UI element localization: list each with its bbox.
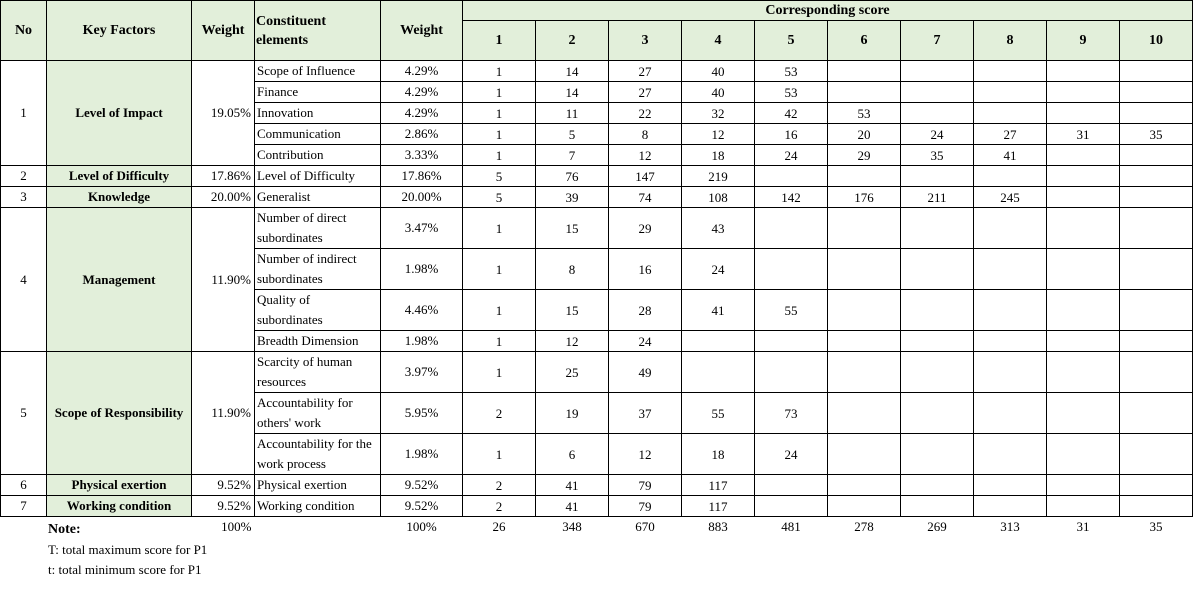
score-cell — [828, 290, 901, 331]
element-name: Finance — [255, 82, 381, 103]
factor-weight: 9.52% — [192, 496, 255, 517]
score-cell — [974, 61, 1047, 82]
total-score: 26 — [492, 519, 506, 534]
score-cell: 29 — [609, 208, 682, 249]
score-cell — [974, 331, 1047, 352]
element-weight: 9.52% — [381, 475, 463, 496]
element-weight: 4.29% — [381, 103, 463, 124]
score-cell — [1120, 145, 1193, 166]
score-col-header: 5 — [755, 21, 828, 61]
score-col-header: 2 — [536, 21, 609, 61]
element-weight: 4.46% — [381, 290, 463, 331]
element-weight: 1.98% — [381, 331, 463, 352]
score-cell: 55 — [755, 290, 828, 331]
element-name: Accountability for the work process — [255, 434, 381, 475]
total-score: 269 — [927, 519, 947, 534]
total-score: 35 — [1149, 519, 1163, 534]
score-cell: 76 — [536, 166, 609, 187]
score-cell: 40 — [682, 82, 755, 103]
score-cell: 1 — [463, 82, 536, 103]
score-cell: 31 — [1047, 124, 1120, 145]
factor-weight: 11.90% — [192, 352, 255, 475]
score-cell: 211 — [901, 187, 974, 208]
score-cell — [755, 475, 828, 496]
score-cell — [1047, 249, 1120, 290]
score-col-header: 1 — [463, 21, 536, 61]
score-cell: 27 — [609, 82, 682, 103]
score-cell — [828, 166, 901, 187]
header-row — [1, 1, 1193, 21]
score-cell: 8 — [536, 249, 609, 290]
score-cell: 1 — [463, 208, 536, 249]
score-cell — [828, 475, 901, 496]
factor-weight: 9.52% — [192, 475, 255, 496]
score-cell — [1047, 166, 1120, 187]
score-cell — [1120, 82, 1193, 103]
score-cell: 41 — [682, 290, 755, 331]
score-cell: 147 — [609, 166, 682, 187]
score-cell: 117 — [682, 475, 755, 496]
element-name: Communication — [255, 124, 381, 145]
table-row — [1, 187, 1193, 208]
element-weight: 4.29% — [381, 61, 463, 82]
header-corresponding-score: Corresponding score — [463, 1, 1193, 21]
score-cell: 41 — [536, 475, 609, 496]
score-col-header: 8 — [974, 21, 1047, 61]
score-cell: 117 — [682, 496, 755, 517]
totals-blank — [1, 517, 47, 538]
score-cell: 2 — [463, 393, 536, 434]
score-cell: 14 — [536, 82, 609, 103]
total-score: 278 — [854, 519, 874, 534]
element-weight: 9.52% — [381, 496, 463, 517]
score-cell: 55 — [682, 393, 755, 434]
factor-weight: 11.90% — [192, 208, 255, 352]
score-cell: 245 — [974, 187, 1047, 208]
score-cell: 24 — [682, 249, 755, 290]
score-cell: 42 — [755, 103, 828, 124]
factor-name: Level of Impact — [47, 61, 192, 166]
factor-name: Scope of Responsibility — [47, 352, 192, 475]
score-cell: 1 — [463, 124, 536, 145]
score-cell: 12 — [609, 145, 682, 166]
header-weight: Weight — [192, 1, 255, 61]
score-cell — [1120, 475, 1193, 496]
element-name: Quality of subordinates — [255, 290, 381, 331]
score-cell: 1 — [463, 352, 536, 393]
element-name: Innovation — [255, 103, 381, 124]
table-row — [1, 166, 1193, 187]
element-name: Number of indirect subordinates — [255, 249, 381, 290]
score-cell: 41 — [974, 145, 1047, 166]
score-cell — [974, 82, 1047, 103]
factor-no: 3 — [1, 187, 47, 208]
factor-no: 6 — [1, 475, 47, 496]
score-cell: 43 — [682, 208, 755, 249]
score-cell — [1047, 145, 1120, 166]
score-cell: 5 — [536, 124, 609, 145]
header-no: No — [1, 1, 47, 61]
header-key-factors: Key Factors — [47, 1, 192, 61]
score-cell: 73 — [755, 393, 828, 434]
score-cell — [1120, 496, 1193, 517]
element-weight: 5.95% — [381, 393, 463, 434]
element-name: Number of direct subordinates — [255, 208, 381, 249]
element-weight: 3.33% — [381, 145, 463, 166]
score-cell — [682, 352, 755, 393]
score-col-header: 6 — [828, 21, 901, 61]
score-cell — [755, 331, 828, 352]
score-col-header: 4 — [682, 21, 755, 61]
score-cell — [1047, 208, 1120, 249]
element-weight: 2.86% — [381, 124, 463, 145]
score-cell: 25 — [536, 352, 609, 393]
score-cell: 28 — [609, 290, 682, 331]
factor-name: Physical exertion — [47, 475, 192, 496]
notes-title: Note: — [48, 522, 81, 537]
score-cell — [1047, 496, 1120, 517]
score-cell: 15 — [536, 208, 609, 249]
score-cell — [828, 208, 901, 249]
factor-weight: 20.00% — [192, 187, 255, 208]
score-cell: 39 — [536, 187, 609, 208]
score-cell: 12 — [682, 124, 755, 145]
score-cell — [901, 331, 974, 352]
score-cell — [828, 331, 901, 352]
score-cell — [974, 393, 1047, 434]
score-cell — [974, 434, 1047, 475]
totals-blank — [255, 517, 381, 538]
score-cell: 22 — [609, 103, 682, 124]
score-cell: 27 — [609, 61, 682, 82]
score-cell — [755, 352, 828, 393]
score-cell: 5 — [463, 166, 536, 187]
score-col-header: 9 — [1047, 21, 1120, 61]
score-cell: 142 — [755, 187, 828, 208]
score-cell: 41 — [536, 496, 609, 517]
score-cell — [1047, 352, 1120, 393]
score-cell — [755, 166, 828, 187]
score-cell: 19 — [536, 393, 609, 434]
total-score: 348 — [562, 519, 582, 534]
score-cell: 2 — [463, 475, 536, 496]
factor-name: Level of Difficulty — [47, 166, 192, 187]
score-cell: 20 — [828, 124, 901, 145]
score-cell — [755, 496, 828, 517]
table-row — [1, 475, 1193, 496]
score-col-header: 3 — [609, 21, 682, 61]
score-cell — [1047, 434, 1120, 475]
score-cell: 40 — [682, 61, 755, 82]
factor-weight: 19.05% — [192, 61, 255, 166]
score-cell: 8 — [609, 124, 682, 145]
factor-no: 7 — [1, 496, 47, 517]
factor-name: Working condition — [47, 496, 192, 517]
total-weight: 100% — [221, 519, 252, 534]
element-name: Breadth Dimension — [255, 331, 381, 352]
score-cell — [755, 249, 828, 290]
score-cell — [974, 208, 1047, 249]
score-cell: 2 — [463, 496, 536, 517]
score-cell — [1120, 208, 1193, 249]
header-element-weight: Weight — [381, 1, 463, 61]
score-cell — [901, 290, 974, 331]
score-cell — [901, 166, 974, 187]
score-cell — [828, 61, 901, 82]
score-cell — [1120, 103, 1193, 124]
score-cell — [1047, 331, 1120, 352]
factor-no: 2 — [1, 166, 47, 187]
score-cell — [974, 166, 1047, 187]
total-score: 31 — [1076, 519, 1090, 534]
score-col-header: 7 — [901, 21, 974, 61]
score-cell: 35 — [901, 145, 974, 166]
score-cell — [974, 249, 1047, 290]
total-element-weight: 100% — [406, 519, 437, 534]
score-cell — [901, 475, 974, 496]
score-cell: 14 — [536, 61, 609, 82]
score-cell — [828, 82, 901, 103]
score-cell — [828, 249, 901, 290]
factor-weight: 17.86% — [192, 166, 255, 187]
score-cell — [974, 475, 1047, 496]
score-cell — [974, 496, 1047, 517]
score-cell: 5 — [463, 187, 536, 208]
score-cell — [1047, 290, 1120, 331]
score-cell: 7 — [536, 145, 609, 166]
score-cell — [828, 352, 901, 393]
score-cell: 6 — [536, 434, 609, 475]
notes-block — [48, 520, 207, 580]
note-line: T: total maximum score for P1 — [48, 542, 208, 557]
header-constituent-elements: Constituent elements — [255, 1, 381, 61]
score-cell: 53 — [828, 103, 901, 124]
element-name: Physical exertion — [255, 475, 381, 496]
score-cell — [901, 352, 974, 393]
score-cell: 53 — [755, 61, 828, 82]
element-name: Accountability for others' work — [255, 393, 381, 434]
score-cell — [1120, 249, 1193, 290]
score-cell — [901, 393, 974, 434]
score-cell — [1047, 393, 1120, 434]
score-cell — [1120, 331, 1193, 352]
score-cell: 15 — [536, 290, 609, 331]
score-cell — [1047, 82, 1120, 103]
score-cell — [1047, 103, 1120, 124]
table-row — [1, 208, 1193, 249]
score-cell — [1120, 352, 1193, 393]
score-cell: 27 — [974, 124, 1047, 145]
score-cell: 176 — [828, 187, 901, 208]
score-cell: 53 — [755, 82, 828, 103]
score-cell: 1 — [463, 61, 536, 82]
factor-name: Management — [47, 208, 192, 352]
score-cell: 74 — [609, 187, 682, 208]
score-cell: 35 — [1120, 124, 1193, 145]
element-weight: 20.00% — [381, 187, 463, 208]
element-weight: 4.29% — [381, 82, 463, 103]
score-cell — [1120, 187, 1193, 208]
score-cell: 11 — [536, 103, 609, 124]
element-name: Level of Difficulty — [255, 166, 381, 187]
score-cell: 219 — [682, 166, 755, 187]
factor-no: 1 — [1, 61, 47, 166]
score-cell: 79 — [609, 475, 682, 496]
score-cell — [1120, 393, 1193, 434]
score-cell: 12 — [536, 331, 609, 352]
score-cell — [901, 434, 974, 475]
note-line: t: total minimum score for P1 — [48, 562, 202, 577]
table-row — [1, 352, 1193, 393]
score-cell: 16 — [755, 124, 828, 145]
score-cell — [1120, 290, 1193, 331]
score-cell — [755, 208, 828, 249]
score-cell: 1 — [463, 145, 536, 166]
score-cell: 29 — [828, 145, 901, 166]
element-weight: 3.97% — [381, 352, 463, 393]
score-cell: 16 — [609, 249, 682, 290]
score-cell — [1120, 434, 1193, 475]
factor-no: 4 — [1, 208, 47, 352]
score-cell — [1120, 166, 1193, 187]
score-cell: 18 — [682, 145, 755, 166]
element-weight: 1.98% — [381, 249, 463, 290]
element-name: Scope of Influence — [255, 61, 381, 82]
score-cell — [1047, 475, 1120, 496]
score-cell: 24 — [755, 145, 828, 166]
score-cell — [901, 249, 974, 290]
element-name: Scarcity of human resources — [255, 352, 381, 393]
element-name: Working condition — [255, 496, 381, 517]
score-cell — [828, 496, 901, 517]
score-cell — [1047, 187, 1120, 208]
score-cell: 1 — [463, 249, 536, 290]
score-cell — [1047, 61, 1120, 82]
score-cell: 49 — [609, 352, 682, 393]
score-col-header: 10 — [1120, 21, 1193, 61]
score-cell: 24 — [901, 124, 974, 145]
factor-no: 5 — [1, 352, 47, 475]
score-cell: 24 — [755, 434, 828, 475]
score-cell: 32 — [682, 103, 755, 124]
score-cell — [682, 331, 755, 352]
score-cell — [828, 393, 901, 434]
element-weight: 3.47% — [381, 208, 463, 249]
element-name: Contribution — [255, 145, 381, 166]
score-cell: 79 — [609, 496, 682, 517]
score-cell: 12 — [609, 434, 682, 475]
score-cell — [901, 496, 974, 517]
total-score: 313 — [1000, 519, 1020, 534]
score-cell — [974, 103, 1047, 124]
table-row — [1, 496, 1193, 517]
score-cell — [1120, 61, 1193, 82]
score-cell — [901, 103, 974, 124]
score-cell: 18 — [682, 434, 755, 475]
element-name: Generalist — [255, 187, 381, 208]
table-row — [1, 61, 1193, 82]
score-cell — [901, 208, 974, 249]
score-cell — [974, 290, 1047, 331]
score-cell: 108 — [682, 187, 755, 208]
total-score: 883 — [708, 519, 728, 534]
total-score: 670 — [635, 519, 655, 534]
total-score: 481 — [781, 519, 801, 534]
score-cell — [828, 434, 901, 475]
score-cell: 37 — [609, 393, 682, 434]
element-weight: 1.98% — [381, 434, 463, 475]
score-cell: 1 — [463, 434, 536, 475]
score-cell: 1 — [463, 290, 536, 331]
score-cell: 1 — [463, 103, 536, 124]
score-cell: 1 — [463, 331, 536, 352]
score-cell: 24 — [609, 331, 682, 352]
score-cell — [901, 82, 974, 103]
element-weight: 17.86% — [381, 166, 463, 187]
score-cell — [901, 61, 974, 82]
score-cell — [974, 352, 1047, 393]
factor-name: Knowledge — [47, 187, 192, 208]
